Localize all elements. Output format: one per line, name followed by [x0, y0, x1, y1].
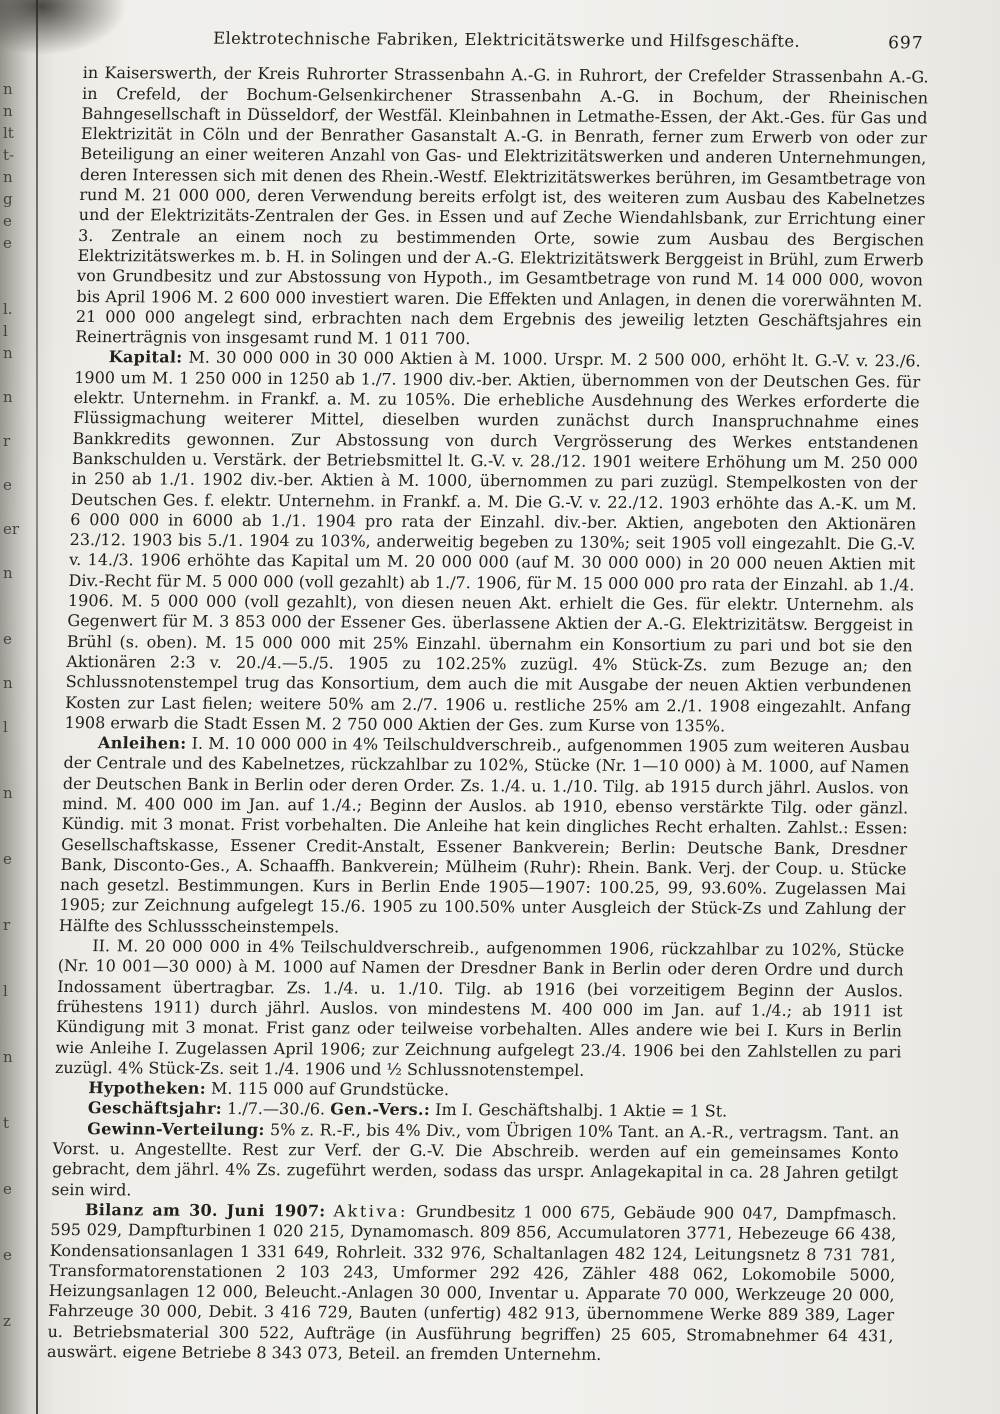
page-content: [47, 28, 930, 1367]
margin-fragment: e: [3, 850, 12, 868]
margin-fragment: g: [3, 190, 13, 208]
margin-fragment: r: [3, 432, 11, 450]
paragraph-kapital: [64, 347, 921, 737]
margin-fragment: l.: [3, 300, 13, 318]
binding-line: [36, 0, 38, 1414]
margin-fragment: z: [3, 1312, 11, 1330]
geschaeftsjahr-label: Geschäftsjahr:: [87, 1098, 223, 1119]
margin-fragment: l: [3, 322, 8, 340]
anleihen-label: Anleihen:: [97, 733, 187, 753]
margin-fragment: e: [3, 1246, 12, 1264]
header-title: Elektrotechnische Fabriken, Elektricitätswerke und Hilfsgeschäfte.: [212, 28, 801, 51]
margin-fragment: t: [3, 1114, 10, 1132]
margin-fragment: e: [3, 234, 12, 252]
margin-fragment: er: [3, 520, 20, 538]
margin-fragment: r: [3, 916, 11, 934]
genvers-text: Im I. Geschäftshalbj. 1 Aktie = 1 St.: [434, 1100, 728, 1121]
margin-fragment: t-: [3, 146, 15, 164]
anleihen-1-text: I. M. 10 000 000 in 4% Teilschuldverschreib., aufgenommen 1905 zum weiteren Ausbau der Centrale und des Kabelnetzes, rückzahlbar zu 102%, Stücke (Nr. 1—10 000) à M. 1000, auf Namen der Deutschen Bank in Berlin oder deren Order. Zs. 1./4. u. 1./10. Tilg. ab 1915 durch jährl. Auslos. von mind. M. 400 000 im Jan. auf 1./4.; Beginn der Auslos. ab 1910, ebenso verstärkte Tilg. oder gänzl. Kündig. mit 3 monat. Frist vorbehalten. Die Anleihe hat kein dingliches Recht erhalten. Zahlst.: Essen: Gesellschaftskasse, Essener Credit-Anstalt, Essener Bankverein; Berlin: Deutsche Bank, Dresdner Bank, Disconto-Ges., A. Schaaffh. Bankverein; Mülheim (Ruhr): Rhein. Bank. Verj. der Coup. u. Stücke nach gesetzl. Bestimmungen. Kurs in Berlin Ende 1905—1907: 100.25, 99, 93.60%. Zugelassen Mai 1905; zur Zeichnung aufgelegt 15./6. 1905 zu 100.50% unter Ausgleich der Stück-Zs und Zahlung der Hälfte des Schlussscheinstempels.: [58, 733, 911, 937]
genvers-label: Gen.-Vers.:: [329, 1099, 431, 1120]
margin-fragment: n: [3, 80, 13, 98]
bilanz-text: Grundbesitz 1 000 675, Gebäude 900 047, Dampfmasch. 595 029, Dampfturbinen 1 020 215, Dynamomasch. 809 856, Accumulatoren 3771, Hebezeuge 66 438, Kondensationsanlagen 1 331 649, Rohrleit. 332 976, Schaltanlagen 482 124, Leitungsnetz 8 731 781, Transformatorenstationen 2 103 243, Umformer 292 426, Zähler 488 062, Lokomobile 5000, Heizungsanlagen 12 000, Beleucht.-Anlagen 30 000, Inventar u. Apparate 70 000, Werkzeuge 20 000, Fahrzeuge 30 000, Debit. 3 416 729, Bauten (unfertig) 482 913, übernommene Werke 889 389, Lager u. Betriebsmaterial 300 522, Aufträge (in Ausführung begriffen) 25 605, Stromabnehmer 64 431, auswärt. eigene Betriebe 8 343 073, Beteil. an fremden Unternehm.: [46, 1201, 898, 1364]
geschaeftsjahr-text: 1./7.—30./6.: [226, 1099, 326, 1119]
margin-fragment: e: [3, 212, 12, 230]
margin-fragment: n: [3, 168, 13, 186]
gewinn-verteilung-label: Gewinn-Verteilung:: [87, 1118, 265, 1139]
margin-fragment: l: [3, 718, 8, 736]
margin-fragment: n: [3, 388, 13, 406]
paragraph-continuation: [75, 63, 929, 352]
continuation-text: in Kaiserswerth, der Kreis Ruhrorter Strassenbahn A.-G. in Ruhrort, der Crefelder Strassenbahn A.-G. in Crefeld, der Bochum-Gelsenkirchener Strassenbahn A.-G. in Bochum, der Rheinischen Bahngesellschaft in Düsseldorf, der Westfäl. Kleinbahnen in Letmathe-Essen, der Akt.-Ges. für Gas und Elektrizität in Cöln und der Benrather Gasanstalt A.-G. in Benrath, ferner zum Erwerb von oder zur Beteiligung an einer weiteren Anzahl von Gas- und Elektrizitätswerken und anderen Unternehmungen, deren Interessen sich mit denen des Rhein.-Westf. Elektrizitätswerkes berühren, im Gesamtbetrage von rund M. 21 000 000, deren Verwendung bereits erfolgt ist, des weiteren zum Ausbau des Kabelnetzes und der Elektrizitäts-Zentralen der Ges. in Essen und auf Zeche Wiendahlsbank, zur Errichtung einer 3. Zentrale an einem noch zu bestimmenden Orte, sowie zum Ausbau des Bergischen Elektrizitätswerkes m. b. H. in Solingen und der A.-G. Elektrizitätswerk Berggeist in Brühl, zum Erwerb von Grundbesitz und zur Abstossung von Hypoth., im Gesamtbetrage von rund M. 14 000 000, wovon bis April 1906 M. 2 600 000 investiert waren. Die Effekten und Anlagen, in denen die vorerwähnten M. 21 000 000 angelegt sind, erbrachten nach dem Ergebnis des jeweilig letzten Geschäftsjahres ein Reinerträgnis von insgesamt rund M. 1 011 700.: [75, 63, 929, 349]
running-header: [83, 28, 929, 53]
bilanz-label: Bilanz am 30. Juni 1907:: [84, 1200, 326, 1221]
gewinn-verteilung-text: 5% z. R.-F., bis 4% Div., vom Übrigen 10% Tant. an A.-R., vertragsm. Tant. an Vorst. u. Angestellte. Rest zur Verf. der G.-V. Die Abschreib. werden auf ein gemeinsames Konto gebracht, dem jährl. 4% Zs. zugeführt werden, sodass das urspr. Anlagekapital in ca. 28 Jahren getilgt sein wird.: [51, 1119, 900, 1200]
margin-fragment: n: [3, 564, 13, 582]
margin-fragment: e: [3, 476, 12, 494]
margin-fragment: n: [3, 344, 13, 362]
hypotheken-label: Hypotheken:: [88, 1078, 207, 1098]
kapital-label: Kapital:: [108, 347, 183, 368]
margin-fragment: lt: [3, 124, 14, 142]
kapital-text: M. 30 000 000 in 30 000 Aktien à M. 1000. Urspr. M. 2 500 000, erhöht lt. G.-V. v. 23./6. 1900 um M. 1 250 000 in 1250 ab 1./7. 1900 div.-ber. Aktien, übernommen von der Deutschen Ges. für elektr. Unternehm. in Frankf. a. M. zu 105%. Die erhebliche Ausdehnung des Werkes erforderte die Flüssigmachung weiterer Mittel, dieselben wurden zunächst durch Inanspruchnahme eines Bankkredits gewonnen. Zur Abstossung von durch Vergrösserung des Werkes entstandenen Bankschulden u. Verstärk. der Betriebsmittel lt. G.-V. v. 28./12. 1901 weitere Erhöhung um M. 250 000 in 250 ab 1./1. 1902 div.-ber. Aktien à M. 1000, übernommen zu pari zuzügl. Stempelkosten von der Deutschen Ges. f. elektr. Unternehm. in Frankf. a. M. Die G.-V. v. 22./12. 1903 erhöhte das A.-K. um M. 6 000 000 in 6000 ab 1./1. 1904 pro rata der Einzahl. div.-ber. Aktien, angeboten den Aktionären 23./12. 1903 bis 5./1. 1904 zu 103%, anderweitig begeben zu 130%; seit 1905 voll eingezahlt. Die G.-V. v. 14./3. 1906 erhöhte das Kapital um M. 20 000 000 (auf M. 30 000 000) in 20 000 neuen Aktien mit Div.-Recht für M. 5 000 000 (voll gezahlt) ab 1./7. 1906, für M. 15 000 000 pro rata der Einzahl. ab 1./4. 1906. M. 5 000 000 (voll gezahlt), von diesen neuen Akt. erhielt die Ges. für elektr. Unternehm. als Gegenwert für M. 3 853 000 der Essener Ges. überlassene Aktien der A.-G. Elektrizitätsw. Berggeist in Brühl (s. oben). M. 15 000 000 mit 25% Einzahl. übernahm ein Konsortium zu pari und bot sie den Aktionären 2:3 v. 20./4.—5./5. 1905 zu 102.25% zuzügl. 4% Stück-Zs. zum Bezuge an; den Schlussnotenstempel trug das Konsortium, dem auch die mit Ausgabe der neuen Aktien verbundenen Kosten zur Last fielen; weitere 50% am 2./7. 1906 u. restliche 25% am 2./1. 1908 eingezahlt. Anfang 1908 erwarb die Stadt Essen M. 2 750 000 Aktien der Ges. zum Kurse von 135%.: [64, 348, 921, 736]
margin-fragment: e: [3, 630, 12, 648]
paragraph-anleihen-2: [55, 936, 905, 1083]
anleihen-2-text: II. M. 20 000 000 in 4% Teilschuldverschreib., aufgenommen 1906, rückzahlbar zu 102%, Stücke (Nr. 10 001—30 000) à M. 1000 auf Namen der Dresdner Bank in Berlin oder deren Ordre und durch Indossament übertragbar. Zs. 1./4. u. 1./10. Tilg. ab 1916 (bei vorzeitigem Beginn der Auslos. frühestens 1911) durch jährl. Auslos. von mindestens M. 400 000 im Jan. auf 1./4.; ab 1911 ist Kündigung mit 3 monat. Frist ganz oder teilweise vorbehalten. Alles andere wie bei I. Kurs in Berlin wie Anleihe I. Zugelassen April 1906; zur Zeichnung aufgelegt 23./4. 1906 bei den Zahlstellen zu pari zuzügl. 4% Stück-Zs. seit 1./4. 1906 und ½ Schlussnotenstempel.: [54, 936, 905, 1080]
aktiva-label: Aktiva:: [333, 1201, 409, 1221]
paragraph-bilanz: [47, 1200, 897, 1367]
margin-fragment: n: [3, 102, 13, 120]
hypotheken-text: M. 115 000 auf Grundstücke.: [210, 1078, 450, 1100]
margin-fragment: n: [3, 1048, 13, 1066]
page-number: 697: [887, 33, 924, 54]
margin-fragment: n: [3, 784, 13, 802]
paragraph-anleihen-1: [59, 733, 911, 940]
margin-fragment: n: [3, 674, 13, 692]
paragraph-gewinn-verteilung: [51, 1119, 899, 1205]
margin-fragment: l: [3, 982, 8, 1000]
margin-fragment: e: [3, 1180, 12, 1198]
